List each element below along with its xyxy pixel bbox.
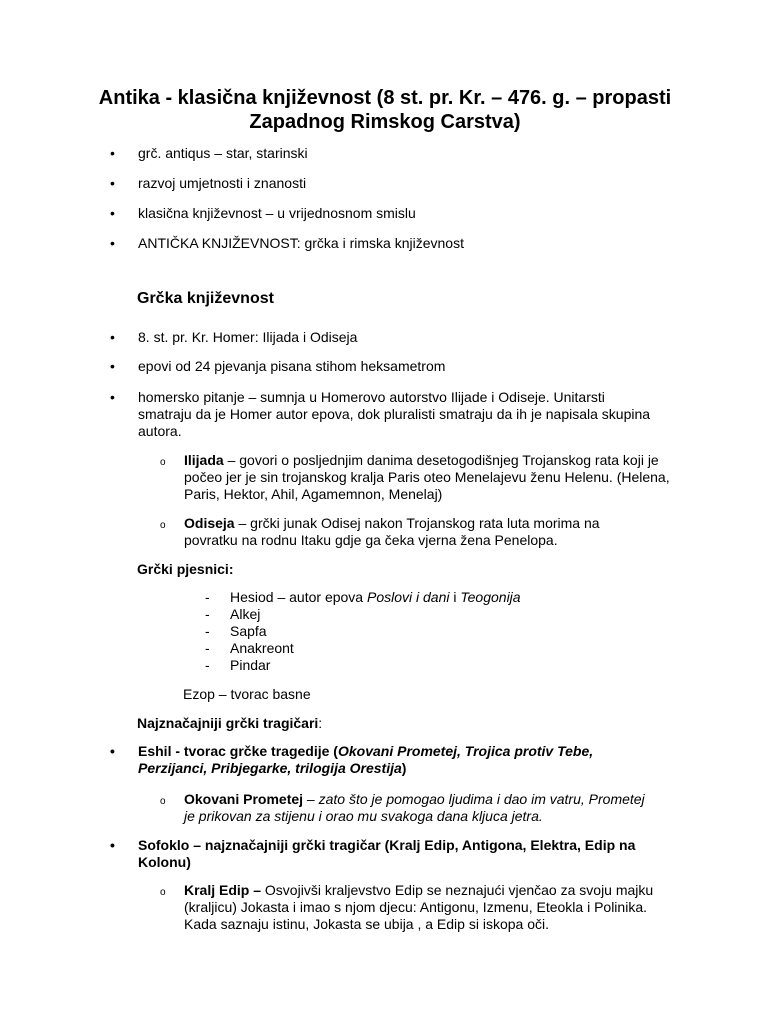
poets-heading: Grčki pjesnici: [137, 561, 234, 577]
ezop-line: Ezop – tvorac basne [183, 686, 311, 702]
document-page: Antika - klasična književnost (8 st. pr. Kr. – 476. g. – propasti Zapadnog Rimskog Carstva) • grč. antiqus – star, starinski • razvoj umjetnosti i znanosti • klasična književnost – u vrijednosnom smislu • ANTIČKA KNJIŽEVNOST: grčka i rimska književnost Grčka književnost • 8. st. pr. Kr. Homer: Ilijada i Odiseja • epovi od 24 pjevanja pisana stihom heksametrom • homersko pitanje – sumnja u Homerovo autorstvo Ilijade i Odiseje. Unitarsti smatraju da je Homer autor epova, dok pluralisti smatraju da ih je napisala skupina autora. o Ilijada – govori o posljednjim danima desetogodišnjeg Trojanskog rata koji je počeo jer je sin trojanskog kralja Paris oteo Menelajevu ženu Helenu. (Helena, Paris, Hektor, Ahil, Agamemnon, Menelaj) o Odiseja – grčki junak Odisej nakon Trojanskog rata luta morima na povratku na rodnu Itaku gdje ga čeka vjerna žena Penelopa. Grčki pjesnici: - Hesiod – autor epova Poslovi i dani i Teogonija - Alkej - Sapfa - Anakreont - Pindar Ezop – tvorac basne Najznačajniji grčki tragičari: • Eshil - tvorac grčke tragedije (Okovani Prometej, Trojica protiv Tebe, Perzijanci, Pribjegarke, trilogija Orestija) o Okovani Prometej – zato što je pomogao ljudima i dao im vatru, Prometej je prikovan za stijenu i orao mu svakoga dana kljuca jetra. • Sofoklo – najznačajniji grčki tragičar (Kralj Edip, Antigona, Elektra, Edip na Kolonu) o Kralj Edip – Osvojivši kraljevstvo Edip se neznajući vjenčao za svoju majku (kraljicu) Jokasta i imao s njom djecu: Antigonu, Izmenu, Eteokla i Polinika. Kada saznaju istinu, Jokasta se ubija , a Edip si iskopa oči. [0, 0, 768, 1024]
page-title: Antika - klasična književnost (8 st. pr. Kr. – 476. g. – propasti Zapadnog Rimskog Carstva) [98, 87, 672, 133]
tragic-heading: Najznačajniji grčki tragičari: [137, 715, 323, 731]
section-title: Grčka književnost [137, 290, 274, 307]
